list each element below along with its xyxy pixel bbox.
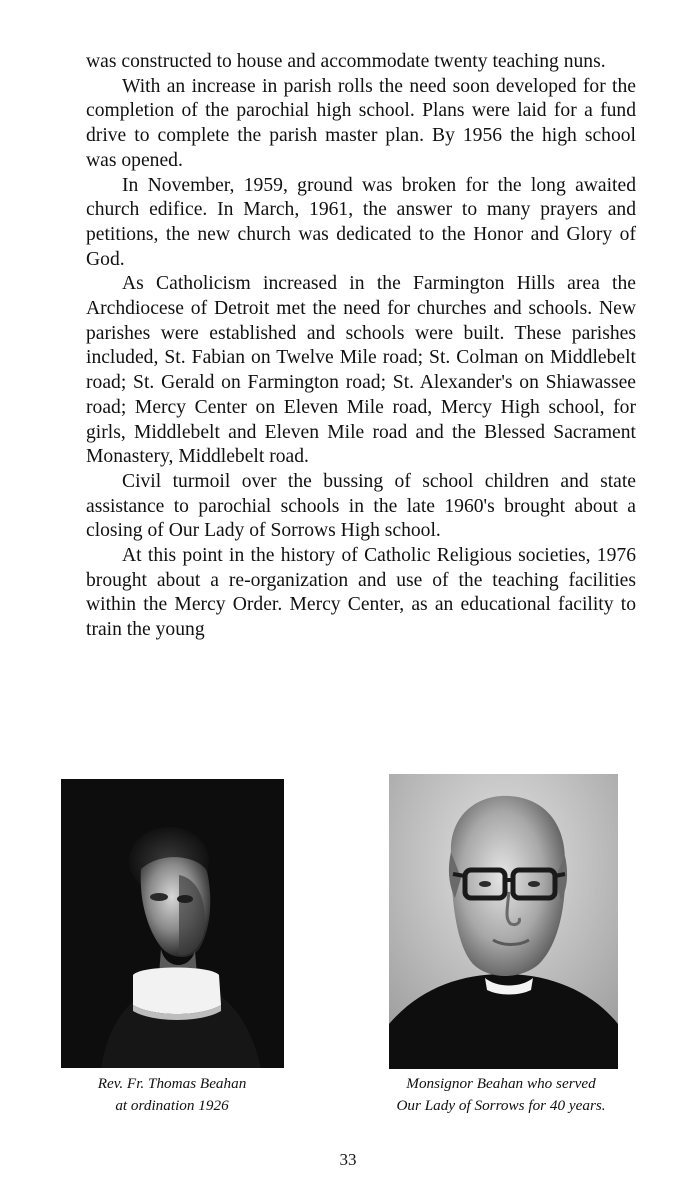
- paragraph-3: In November, 1959, ground was broken for the long awaited church edifice. In March, 1961, the answer to many prayers and petitions, the new church was dedicated to the Honor and Glory of God.: [86, 174, 636, 270]
- paragraph-5: Civil turmoil over the bussing of school children and state assistance to parochial schools in the late 1960's brought about a closing of Our Lady of Sorrows High school.: [86, 470, 636, 542]
- paragraph-6: At this point in the history of Catholic Religious societies, 1976 brought about a re-organization and use of the teaching facilities within the Mercy Order. Mercy Center, as an educational facility to train the young: [86, 545, 636, 641]
- caption-right-line2: Our Lady of Sorrows for 40 years.: [396, 1097, 606, 1114]
- caption-left: [52, 1073, 292, 1117]
- caption-right-line1: Monsignor Beahan who served: [406, 1075, 596, 1092]
- photo-rev-thomas-beahan: [61, 779, 284, 1068]
- paragraph-2: With an increase in parish rolls the need soon developed for the completion of the parochial high school. Plans were laid for a fund drive to complete the parish master plan. By 1956 the high school was opened.: [86, 75, 636, 171]
- photo-monsignor-beahan: [389, 774, 618, 1069]
- caption-right: [360, 1073, 642, 1117]
- portrait-monsignor-image: [389, 774, 618, 1069]
- portrait-young-priest-image: [61, 779, 284, 1068]
- paragraph-4: As Catholicism increased in the Farmington Hills area the Archdiocese of Detroit met the need for churches and schools. New parishes were established and schools were built. These parishes included, St. Fabian on Twelve Mile road; St. Colman on Middlebelt road; St. Gerald on Farmington road; St. Alexander's on Shiawassee road; Mercy Center on Eleven Mile road, Mercy High school, for girls, Middlebelt and Eleven Mile road and the Blessed Sacrament Monastery, Middlebelt road.: [86, 273, 636, 468]
- paragraph-1: was constructed to house and accommodate twenty teaching nuns.: [86, 51, 606, 72]
- caption-left-line2: at ordination 1926: [115, 1097, 229, 1114]
- caption-left-line1: Rev. Fr. Thomas Beahan: [97, 1075, 247, 1092]
- body-text: [86, 50, 636, 643]
- page-number: 33: [339, 1150, 357, 1169]
